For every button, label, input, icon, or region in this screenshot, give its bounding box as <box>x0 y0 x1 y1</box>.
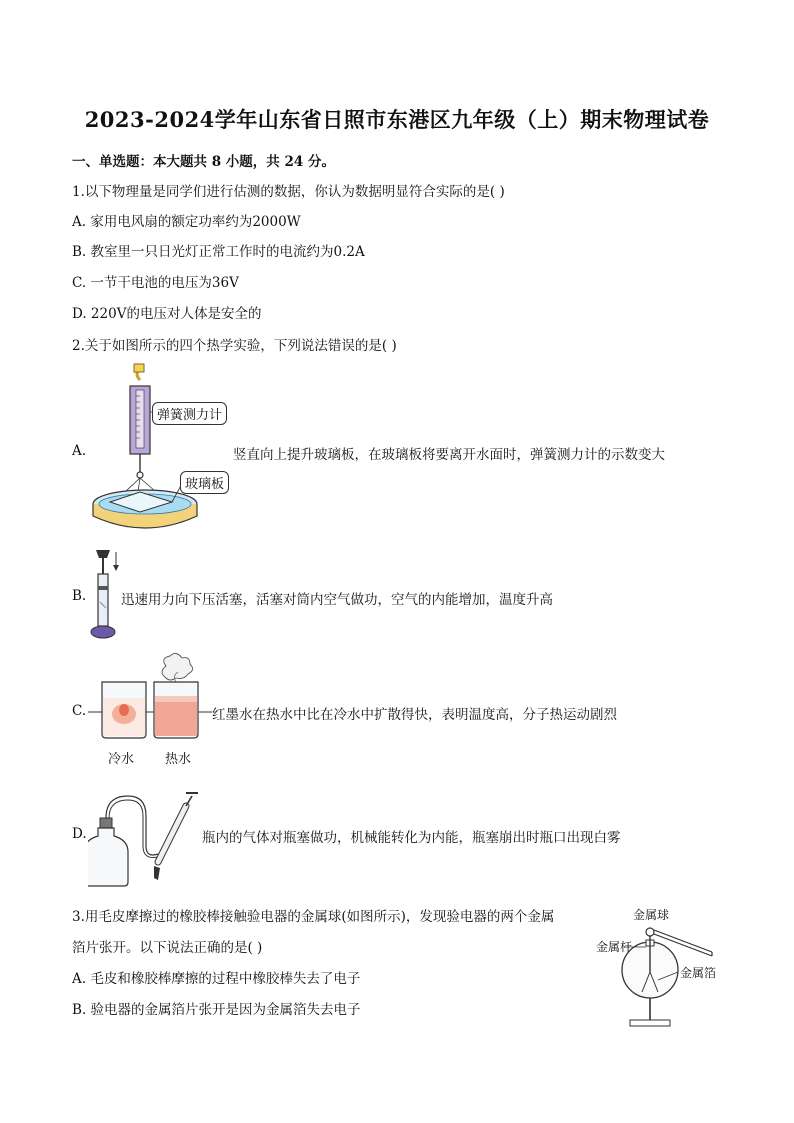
q1-stem: 1.以下物理量是同学们进行估测的数据，你认为数据明显符合实际的是( ) <box>72 184 505 200</box>
page-title: 2023-2024学年山东省日照市东港区九年级（上）期末物理试卷 <box>84 107 710 132</box>
label-metal-ball: 金属球 <box>633 908 670 922</box>
q3-stem-line1: 3.用毛皮摩擦过的橡胶棒接触验电器的金属球(如图所示)，发现验电器的两个金属 <box>72 909 555 925</box>
q2-stem: 2.关于如图所示的四个热学实验，下列说法错误的是( ) <box>72 338 397 354</box>
ink-diffusion-figure <box>88 652 212 744</box>
label-metal-rod: 金属杆 <box>596 940 633 954</box>
q1-option-c: C. 一节干电池的电压为36V <box>72 275 239 291</box>
q2-option-a-text: 竖直向上提升玻璃板，在玻璃板将要离开水面时，弹簧测力计的示数变大 <box>233 447 665 463</box>
q1-option-b: B. 教室里一只日光灯正常工作时的电流约为0.2A <box>72 244 365 260</box>
callout-glass-plate: 玻璃板 <box>180 471 229 494</box>
caption-cold-water: 冷水 <box>108 752 135 767</box>
bottle-pump-figure <box>88 790 212 890</box>
q3-stem-line2: 箔片张开。以下说法正确的是( ) <box>72 940 263 956</box>
q2-option-c-text: 红墨水在热水中比在冷水中扩散得快，表明温度高，分子热运动剧烈 <box>212 707 617 723</box>
piston-cylinder-figure <box>88 546 122 642</box>
caption-hot-water: 热水 <box>165 752 192 767</box>
q1-option-d: D. 220V的电压对人体是安全的 <box>72 306 262 322</box>
label-metal-foil: 金属箔 <box>680 966 717 980</box>
q2-option-a-label: A. <box>72 443 87 459</box>
q2-option-c-label: C. <box>72 703 87 719</box>
q2-option-d-text: 瓶内的气体对瓶塞做功，机械能转化为内能，瓶塞崩出时瓶口出现白雾 <box>202 830 621 846</box>
q2-option-d-label: D. <box>72 826 87 842</box>
q3-option-b: B. 验电器的金属箔片张开是因为金属箔失去电子 <box>72 1002 361 1018</box>
q2-option-b-label: B. <box>72 588 87 604</box>
q3-option-a: A. 毛皮和橡胶棒摩擦的过程中橡胶棒失去了电子 <box>72 971 361 987</box>
q2-option-b-text: 迅速用力向下压活塞，活塞对筒内空气做功，空气的内能增加，温度升高 <box>121 592 553 608</box>
q1-option-a: A. 家用电风扇的额定功率约为2000W <box>72 214 301 230</box>
callout-spring-scale: 弹簧测力计 <box>152 402 227 425</box>
spring-scale-figure <box>90 362 240 538</box>
section-heading: 一、单选题：本大题共 8 小题，共 24 分。 <box>72 154 335 170</box>
